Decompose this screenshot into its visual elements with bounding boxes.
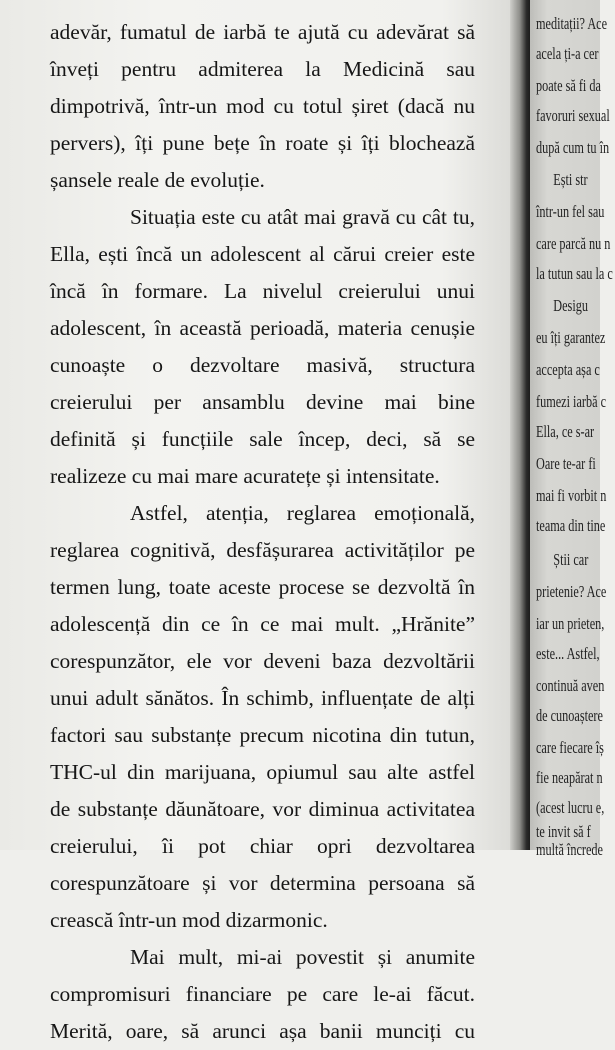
right-text-line: Ești str xyxy=(553,170,588,189)
right-text-line: fumezi iarbă c xyxy=(536,392,606,411)
text-line: realizeze cu mai mare acuratețe și intensitate. xyxy=(50,464,440,488)
right-text-line: continuă aven xyxy=(536,676,605,695)
paragraph-start-line: Situația este cu atât mai gravă cu cât tu, xyxy=(130,205,475,229)
text-line: definită și funcțiile sale încep, deci, să se xyxy=(50,427,475,451)
paragraph-start-line: Astfel, atenția, reglarea emoțională, xyxy=(130,501,475,525)
right-text-line: (acest lucru e, xyxy=(536,798,605,817)
text-line: înveți pentru admiterea la Medicină sau xyxy=(50,57,475,81)
text-line: șansele reale de evoluție. xyxy=(50,168,265,192)
right-text-line: acela ți-a cer xyxy=(536,44,599,63)
text-line: crească într-un mod dizarmonic. xyxy=(50,908,328,932)
text-line: cunoaște o dezvoltare masivă, structura xyxy=(50,353,475,377)
right-text-line: care parcă nu n xyxy=(536,234,611,253)
right-text-line: este... Astfel, xyxy=(536,644,600,663)
right-text-line: de cunoaștere xyxy=(536,706,603,725)
paragraph-start-line: Mai mult, mi-ai povestit și anumite xyxy=(130,945,475,969)
text-line: Merită, oare, să arunci așa banii munciți cu xyxy=(50,1019,475,1043)
text-line: adolescență din ce în ce mai mult. „Hrănite” xyxy=(50,612,475,636)
text-line: de substanțe dăunătoare, vor diminua activitatea xyxy=(50,797,475,821)
right-page xyxy=(530,0,613,859)
right-text-line: după cum tu în xyxy=(536,138,610,157)
text-line: compromisuri financiare pe care le-ai făcut. xyxy=(50,982,475,1006)
text-line: Ella, ești încă un adolescent al cărui creier este xyxy=(50,242,475,266)
text-line: corespunzătoare și vor determina persoana să xyxy=(50,871,475,895)
right-text-line: fie neapărat n xyxy=(536,768,603,787)
right-text-line: Desigu xyxy=(553,296,588,315)
right-text-line: care fiecare îș xyxy=(536,738,604,757)
text-line: termen lung, toate aceste procese se dezvoltă în xyxy=(50,575,475,599)
right-text-line: favoruri sexual xyxy=(536,106,610,125)
right-text-line: Știi car xyxy=(553,550,589,569)
right-text-line: într-un fel sau xyxy=(536,202,605,221)
right-text-line: meditații? Ace xyxy=(536,14,608,33)
right-text-line: prietenie? Ace xyxy=(536,582,607,601)
text-line: reglarea cognitivă, desfășurarea activităților pe xyxy=(50,538,475,562)
text-line: THC-ul din marijuana, opiumul sau alte astfel xyxy=(50,760,475,784)
text-line: corespunzător, ele vor deveni baza dezvoltării xyxy=(50,649,475,673)
right-text-line: multă încrede xyxy=(536,840,603,859)
text-line: factori sau substanțe precum nicotina din tutun, xyxy=(50,723,475,747)
text-line: adevăr, fumatul de iarbă te ajută cu adevărat să xyxy=(50,20,475,44)
text-line: încă în formare. La nivelul creierului unui xyxy=(50,279,475,303)
body-text xyxy=(50,14,475,1050)
right-text-line: mai fi vorbit n xyxy=(536,486,607,505)
text-line: creierului, îi pot chiar opri dezvoltarea xyxy=(50,834,475,858)
right-text-line: iar un prieten, xyxy=(536,614,605,633)
right-text-line: teama din tine xyxy=(536,516,606,535)
text-line: adolescent, în această perioadă, materia cenușie xyxy=(50,316,475,340)
right-text-line: la tutun sau la c xyxy=(536,264,613,283)
text-line: creierului per ansamblu devine mai bine xyxy=(50,390,475,414)
text-line: dimpotrivă, într-un mod cu totul șiret (dacă nu xyxy=(50,94,475,118)
right-text-line: te invit să f xyxy=(536,822,591,841)
right-text-line: accepta așa c xyxy=(536,360,600,379)
book-gutter-shadow xyxy=(510,0,532,850)
right-text-line: Oare te-ar fi xyxy=(536,454,596,473)
right-text-line: eu îți garantez xyxy=(536,328,606,347)
text-line: unui adult sănătos. În schimb, influențate de alți xyxy=(50,686,475,710)
text-line: pervers), îți pune bețe în roate și îți blochează xyxy=(50,131,475,155)
right-text-line: poate să fi da xyxy=(536,76,601,95)
right-text-line: Ella, ce s-ar xyxy=(536,422,595,441)
